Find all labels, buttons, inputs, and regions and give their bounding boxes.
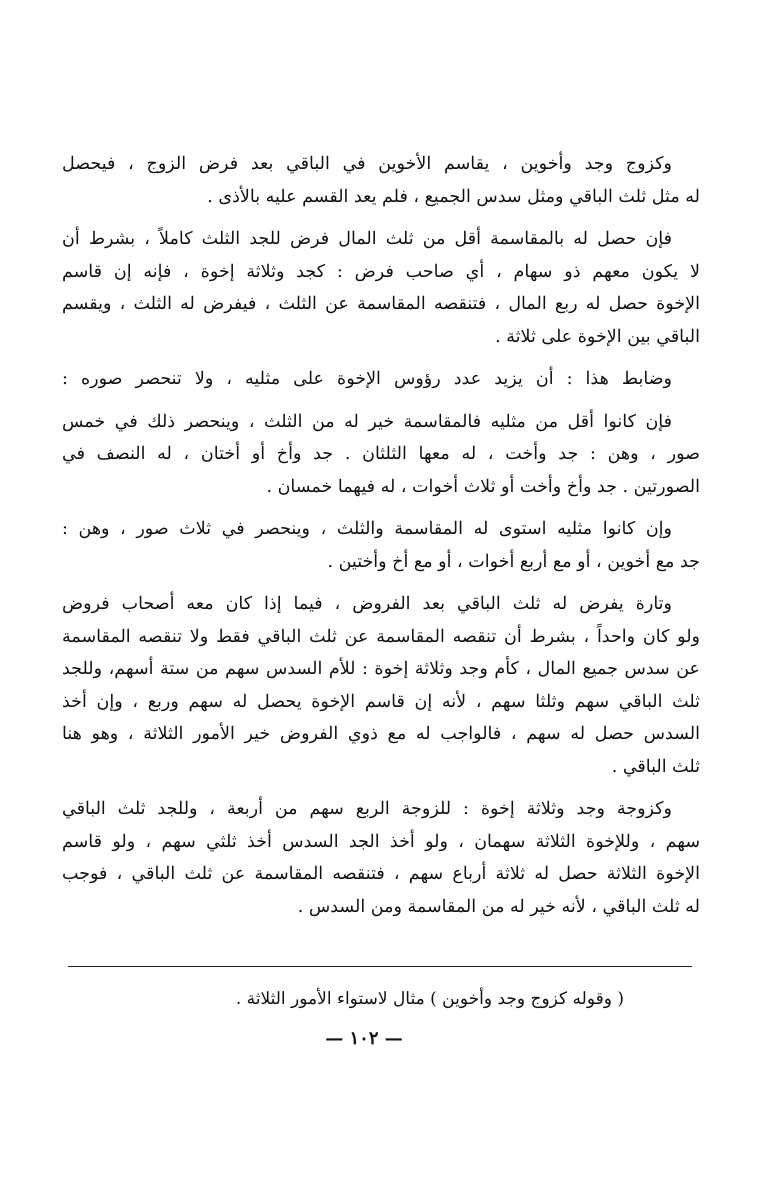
text-line: الإخوة الثلاثة حصل له ثلاثة أرباع سهم ، فتنقصه المقاسمة عن ثلث الباقي ، فوجب (62, 864, 700, 884)
main-text (62, 148, 700, 933)
page-number: — ١٠٢ — (325, 1028, 403, 1049)
footnote: ( وقوله كزوج وجد وأخوين ) مثال لاستواء الأمور الثلاثة . (235, 989, 624, 1009)
text-line: وكزوجة وجد وثلاثة إخوة : للزوجة الربع سهم من أربعة ، وللجد ثلث الباقي (62, 799, 672, 819)
text-line: ثلث الباقي . (611, 756, 700, 777)
paragraph-7 (62, 793, 700, 923)
text-line: عن سدس جميع المال ، كأم وجد وثلاثة إخوة : للأم السدس سهم من ستة أسهم، وللجد (62, 659, 700, 679)
text-line: الصورتين . جد وأخ وأخت أو ثلاث أخوات ، له فيهما خمسان . (266, 476, 700, 497)
paragraph-6 (62, 588, 700, 783)
text-line: وكزوج وجد وأخوين ، يقاسم الأخوين في الباقي بعد فرض الزوج ، فيحصل (62, 154, 672, 174)
text-line: له مثل ثلث الباقي ومثل سدس الجميع ، فلم يعد القسم عليه بالأذى . (207, 186, 700, 207)
footnote-divider (68, 966, 692, 967)
paragraph-3 (62, 363, 700, 396)
text-line: صور ، وهن : جد وأخت ، له معها الثلثان . جد وأخ أو أختان ، له النصف في (62, 444, 700, 464)
text-line: وتارة يفرض له ثلث الباقي بعد الفروض ، فيما إذا كان معه أصحاب فروض (62, 594, 672, 614)
text-line: ولو كان واحداً ، بشرط أن تنقصه المقاسمة عن ثلث الباقي فقط ولا تنقصه المقاسمة (62, 626, 700, 647)
text-line: ثلث الباقي سهم وثلثا سهم ، لأنه إن قاسم الإخوة يحصل له سهم وربع ، وإن أخذ (62, 691, 700, 712)
text-line: وإن كانوا مثليه استوى له المقاسمة والثلث ، وينحصر في ثلاث صور ، وهن : (62, 519, 672, 539)
paragraph-1 (62, 148, 700, 213)
paragraph-2 (62, 223, 700, 353)
text-line: جد مع أخوين ، أو مع أربع أخوات ، أو مع أخ وأختين . (327, 551, 700, 572)
paragraph-4 (62, 406, 700, 504)
text-line: السدس حصل له سهم ، فالواجب له مع ذوي الفروض خير الأمور الثلاثة ، وهو هنا (62, 724, 700, 744)
text-line: الباقي بين الإخوة على ثلاثة . (495, 326, 700, 347)
text-line: سهم ، وللإخوة الثلاثة سهمان ، ولو أخذ الجد السدس أخذ ثلثي سهم ، ولو قاسم (62, 831, 700, 852)
text-line: فإن حصل له بالمقاسمة أقل من ثلث المال فرض للجد الثلث كاملاً ، بشرط أن (62, 229, 672, 249)
paragraph-5 (62, 513, 700, 578)
text-line: لا يكون معهم ذو سهام ، أي صاحب فرض : كجد وثلاثة إخوة ، فإنه إن قاسم (62, 261, 700, 282)
text-line: الإخوة حصل له ربع المال ، فتنقصه المقاسمة عن الثلث ، فيفرض له الثلث ، ويقسم (62, 294, 700, 314)
text-line: له ثلث الباقي ، لأنه خير له من المقاسمة ومن السدس . (297, 896, 700, 917)
text-line: فإن كانوا أقل من مثليه فالمقاسمة خير له من الثلث ، وينحصر ذلك في خمس (62, 411, 672, 432)
text-line: وضابط هذا : أن يزيد عدد رؤوس الإخوة على مثليه ، ولا تنحصر صوره : (62, 369, 672, 389)
